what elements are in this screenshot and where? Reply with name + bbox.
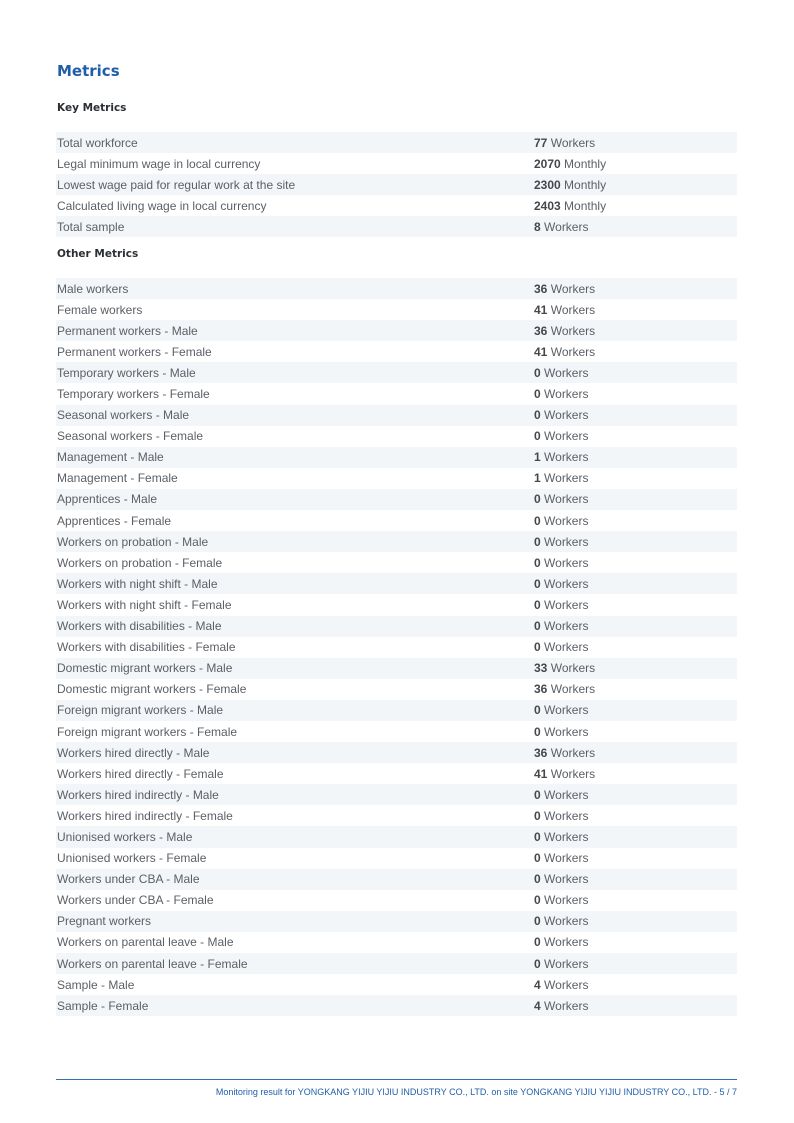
metric-label: Total sample <box>57 219 125 234</box>
table-row <box>56 679 737 700</box>
metric-number: 0 <box>534 808 541 823</box>
metric-unit: Workers <box>544 365 589 380</box>
metric-unit: Workers <box>544 640 589 655</box>
metric-number: 36 <box>534 323 548 338</box>
table-row <box>56 700 737 721</box>
metric-unit: Workers <box>544 935 589 950</box>
metric-number: 41 <box>534 766 548 781</box>
metric-label: Foreign migrant workers - Female <box>57 724 238 739</box>
table-row <box>56 531 737 552</box>
metric-unit: Workers <box>544 851 589 866</box>
metric-value <box>534 767 595 781</box>
metric-number: 0 <box>534 534 541 549</box>
metric-number: 1 <box>534 471 541 486</box>
metric-label: Permanent workers - Female <box>57 344 212 359</box>
metric-value <box>534 220 588 234</box>
metric-unit: Monthly <box>564 156 607 171</box>
metric-label: Temporary workers - Female <box>57 387 210 402</box>
metric-value <box>534 345 595 359</box>
metric-unit: Workers <box>544 450 589 465</box>
metric-label: Domestic migrant workers - Female <box>57 682 247 697</box>
metric-label: Management - Female <box>57 471 178 486</box>
table-row <box>56 658 737 679</box>
metric-number: 2070 <box>534 156 561 171</box>
metric-number: 0 <box>534 387 541 402</box>
metric-value <box>534 809 588 823</box>
metric-number: 8 <box>534 219 541 234</box>
table-row <box>56 195 737 216</box>
table-row <box>56 974 737 995</box>
metric-value <box>534 408 588 422</box>
metric-unit: Monthly <box>564 177 607 192</box>
metric-number: 0 <box>534 914 541 929</box>
metric-value <box>534 303 595 317</box>
metric-unit: Workers <box>544 619 589 634</box>
metric-label: Permanent workers - Male <box>57 323 198 338</box>
metric-value <box>534 978 588 992</box>
table-row <box>56 489 737 510</box>
metric-number: 41 <box>534 302 548 317</box>
metric-unit: Workers <box>544 576 589 591</box>
metric-number: 0 <box>534 872 541 887</box>
metric-value <box>534 471 588 485</box>
metric-unit: Workers <box>550 745 596 760</box>
metric-unit: Monthly <box>564 198 607 213</box>
metric-value <box>534 999 588 1013</box>
metric-number: 0 <box>534 893 541 908</box>
metric-value <box>534 788 588 802</box>
metric-unit: Workers <box>544 914 589 929</box>
table-row <box>56 447 737 468</box>
metric-unit: Workers <box>550 682 596 697</box>
metric-number: 36 <box>534 745 548 760</box>
metric-label: Workers hired indirectly - Female <box>57 808 233 823</box>
metric-number: 0 <box>534 787 541 802</box>
table-row <box>56 405 737 426</box>
metric-unit: Workers <box>544 893 589 908</box>
metric-value <box>534 556 588 570</box>
metric-value <box>534 492 588 506</box>
metric-unit: Workers <box>550 344 596 359</box>
key-metrics-table <box>56 132 737 237</box>
metric-unit: Workers <box>544 724 589 739</box>
metric-unit: Workers <box>544 998 589 1013</box>
metric-value <box>534 682 595 696</box>
metric-unit: Workers <box>544 471 589 486</box>
table-row <box>56 573 737 594</box>
table-row <box>56 552 737 573</box>
metric-unit: Workers <box>544 977 589 992</box>
metric-number: 0 <box>534 408 541 423</box>
metric-label: Apprentices - Male <box>57 492 158 507</box>
metric-label: Workers with night shift - Female <box>57 597 232 612</box>
metric-label: Foreign migrant workers - Male <box>57 703 224 718</box>
metric-label: Female workers <box>57 302 143 317</box>
metric-value <box>534 450 588 464</box>
metric-label: Apprentices - Female <box>57 513 172 528</box>
metric-value <box>534 914 588 928</box>
metric-value <box>534 136 595 150</box>
metric-unit: Workers <box>550 661 596 676</box>
metric-number: 0 <box>534 724 541 739</box>
table-row <box>56 594 737 615</box>
metric-value <box>534 830 588 844</box>
metric-value <box>534 893 588 907</box>
metric-number: 0 <box>534 429 541 444</box>
metric-value <box>534 661 595 675</box>
metric-label: Workers under CBA - Male <box>57 872 200 887</box>
metric-label: Workers on probation - Female <box>57 555 223 570</box>
metric-label: Unionised workers - Male <box>57 829 193 844</box>
metric-value <box>534 619 588 633</box>
metric-number: 0 <box>534 492 541 507</box>
table-row <box>56 341 737 362</box>
metric-value <box>534 157 606 171</box>
table-row <box>56 742 737 763</box>
metric-unit: Workers <box>550 302 596 317</box>
metric-label: Workers on parental leave - Female <box>57 956 248 971</box>
table-row <box>56 995 737 1016</box>
metric-unit: Workers <box>544 956 589 971</box>
metric-number: 0 <box>534 619 541 634</box>
table-row <box>56 132 737 153</box>
table-row <box>56 362 737 383</box>
metric-number: 36 <box>534 281 548 296</box>
metric-label: Lowest wage paid for regular work at the site <box>57 177 296 192</box>
metric-unit: Workers <box>544 513 589 528</box>
metric-value <box>534 957 588 971</box>
metric-unit: Workers <box>544 872 589 887</box>
metric-label: Workers with disabilities - Female <box>57 640 236 655</box>
metric-number: 0 <box>534 365 541 380</box>
metric-unit: Workers <box>550 766 596 781</box>
metric-number: 0 <box>534 576 541 591</box>
metric-label: Pregnant workers <box>57 914 152 929</box>
metric-label: Workers hired directly - Male <box>57 745 210 760</box>
metric-label: Workers hired indirectly - Male <box>57 787 219 802</box>
metric-number: 0 <box>534 935 541 950</box>
metric-value <box>534 282 595 296</box>
metric-label: Sample - Female <box>57 998 149 1013</box>
metric-value <box>534 703 588 717</box>
metric-value <box>534 872 588 886</box>
other-metrics-table <box>56 278 737 1016</box>
other-metrics-heading: Other Metrics <box>57 248 139 260</box>
metric-number: 0 <box>534 829 541 844</box>
metric-value <box>534 746 595 760</box>
table-row <box>56 320 737 341</box>
metric-value <box>534 935 588 949</box>
metric-number: 36 <box>534 682 548 697</box>
metric-label: Temporary workers - Male <box>57 365 196 380</box>
table-row <box>56 848 737 869</box>
metric-number: 0 <box>534 703 541 718</box>
metric-number: 4 <box>534 998 541 1013</box>
metric-number: 1 <box>534 450 541 465</box>
table-row <box>56 763 737 784</box>
table-row <box>56 383 737 404</box>
metric-number: 0 <box>534 513 541 528</box>
metric-value <box>534 535 588 549</box>
metric-value <box>534 851 588 865</box>
metric-unit: Workers <box>544 492 589 507</box>
metric-label: Workers hired directly - Female <box>57 766 224 781</box>
table-row <box>56 174 737 195</box>
metric-value <box>534 640 588 654</box>
metric-label: Workers under CBA - Female <box>57 893 214 908</box>
metric-unit: Workers <box>544 219 589 234</box>
metric-unit: Workers <box>544 429 589 444</box>
metric-unit: Workers <box>550 281 596 296</box>
table-row <box>56 953 737 974</box>
metric-label: Legal minimum wage in local currency <box>57 156 261 171</box>
metric-unit: Workers <box>544 534 589 549</box>
metric-value <box>534 429 588 443</box>
metric-label: Total workforce <box>57 135 138 150</box>
key-metrics-heading: Key Metrics <box>57 102 127 114</box>
metric-label: Workers on probation - Male <box>57 534 209 549</box>
metric-number: 41 <box>534 344 548 359</box>
metric-number: 2300 <box>534 177 561 192</box>
table-row <box>56 932 737 953</box>
metric-value <box>534 387 588 401</box>
metric-value <box>534 725 588 739</box>
metric-label: Workers with disabilities - Male <box>57 619 222 634</box>
metric-label: Workers with night shift - Male <box>57 576 218 591</box>
table-row <box>56 153 737 174</box>
metric-value <box>534 178 606 192</box>
metric-number: 2403 <box>534 198 561 213</box>
metric-number: 4 <box>534 977 541 992</box>
metric-unit: Workers <box>544 829 589 844</box>
metric-number: 0 <box>534 956 541 971</box>
table-row <box>56 890 737 911</box>
metric-value <box>534 514 588 528</box>
metric-value <box>534 324 595 338</box>
metric-unit: Workers <box>544 787 589 802</box>
metric-label: Male workers <box>57 281 129 296</box>
metric-value <box>534 577 588 591</box>
metric-label: Calculated living wage in local currency <box>57 198 267 213</box>
metric-label: Unionised workers - Female <box>57 851 207 866</box>
metric-value <box>534 366 588 380</box>
metric-number: 77 <box>534 135 548 150</box>
metric-label: Seasonal workers - Female <box>57 429 204 444</box>
metric-unit: Workers <box>544 808 589 823</box>
metric-number: 33 <box>534 661 548 676</box>
metric-label: Seasonal workers - Male <box>57 408 190 423</box>
page-title: Metrics <box>57 62 120 80</box>
metric-unit: Workers <box>544 387 589 402</box>
table-row <box>56 278 737 299</box>
table-row <box>56 826 737 847</box>
metric-label: Sample - Male <box>57 977 135 992</box>
table-row <box>56 510 737 531</box>
metric-unit: Workers <box>544 555 589 570</box>
footer-divider <box>56 1079 737 1080</box>
table-row <box>56 721 737 742</box>
footer-text: Monitoring result for YONGKANG YIJIU YIJIU INDUSTRY CO., LTD. on site YONGKANG YIJIU YIJIU INDUSTRY CO., LTD. - 5 / 7 <box>215 1087 737 1097</box>
metric-label: Domestic migrant workers - Male <box>57 661 233 676</box>
table-row <box>56 805 737 826</box>
metric-label: Workers on parental leave - Male <box>57 935 234 950</box>
metric-unit: Workers <box>550 135 596 150</box>
table-row <box>56 616 737 637</box>
metric-unit: Workers <box>544 408 589 423</box>
table-row <box>56 216 737 237</box>
table-row <box>56 299 737 320</box>
metric-number: 0 <box>534 851 541 866</box>
metric-value <box>534 199 606 213</box>
table-row <box>56 468 737 489</box>
metric-value <box>534 598 588 612</box>
table-row <box>56 869 737 890</box>
table-row <box>56 911 737 932</box>
metric-unit: Workers <box>544 597 589 612</box>
table-row <box>56 784 737 805</box>
metric-unit: Workers <box>550 323 596 338</box>
table-row <box>56 426 737 447</box>
metric-number: 0 <box>534 640 541 655</box>
metric-number: 0 <box>534 597 541 612</box>
metric-unit: Workers <box>544 703 589 718</box>
metric-number: 0 <box>534 555 541 570</box>
table-row <box>56 637 737 658</box>
metric-label: Management - Male <box>57 450 164 465</box>
